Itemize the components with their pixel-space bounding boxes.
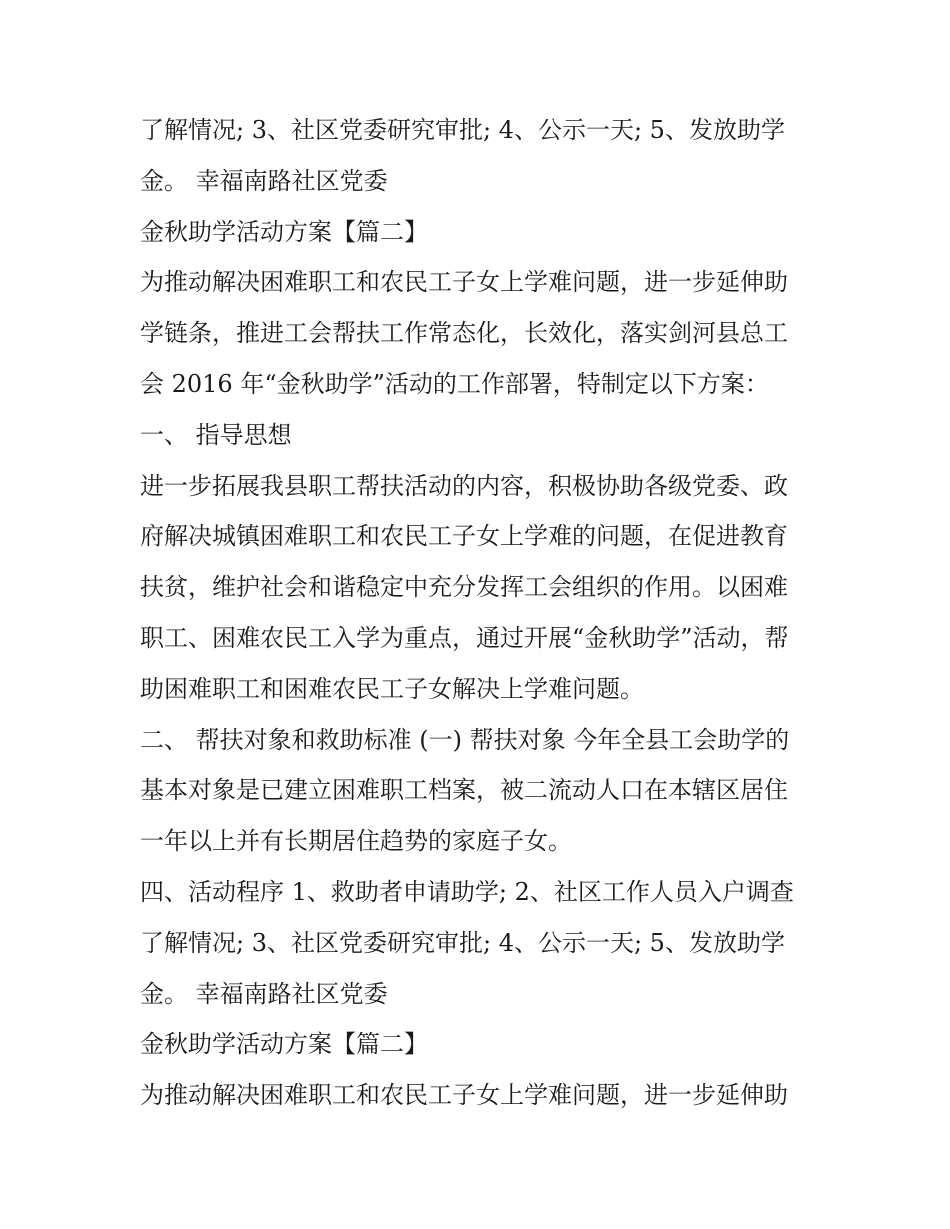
- text-line: 二、 帮扶对象和救助标准 (一) 帮扶对象 今年全县工会助学的: [140, 725, 790, 754]
- text-line: 扶贫，维护社会和谐稳定中充分发挥工会组织的作用。以困难: [140, 573, 788, 602]
- text-line: 金。 幸福南路社区党委: [140, 979, 388, 1008]
- text-line: 了解情况; 3、社区党委研究审批; 4、公示一天; 5、发放助学: [140, 928, 785, 957]
- text-line: 为推动解决困难职工和农民工子女上学难问题，进一步延伸助: [140, 268, 788, 297]
- text-line: 职工、困难农民工入学为重点，通过开展“金秋助学”活动，帮: [140, 623, 789, 652]
- document-body: [140, 105, 820, 1121]
- text-line: 进一步拓展我县职工帮扶活动的内容，积极协助各级党委、政: [140, 471, 788, 500]
- section-heading: 金秋助学活动方案【篇二】: [140, 217, 428, 246]
- text-line: 基本对象是已建立困难职工档案，被二流动人口在本辖区居住: [140, 776, 788, 805]
- section-heading: 金秋助学活动方案【篇二】: [140, 1030, 428, 1059]
- text-line: 学链条，推进工会帮扶工作常态化，长效化，落实剑河县总工: [140, 319, 788, 348]
- section-heading: 一、 指导思想: [140, 420, 292, 449]
- text-line: 了解情况; 3、社区党委研究审批; 4、公示一天; 5、发放助学: [140, 116, 785, 144]
- text-line: 助困难职工和困难农民工子女解决上学难问题。: [140, 674, 644, 703]
- text-line: 为推动解决困难职工和农民工子女上学难问题，进一步延伸助: [140, 1081, 788, 1110]
- text-line: 府解决城镇困难职工和农民工子女上学难的问题，在促进教育: [140, 522, 788, 551]
- text-line: 金。 幸福南路社区党委: [140, 166, 388, 195]
- text-line: 四、活动程序 1、救助者申请助学; 2、社区工作人员入户调查: [140, 877, 794, 906]
- text-line: 会 2016 年“金秋助学”活动的工作部署，特制定以下方案：: [140, 369, 769, 398]
- text-line: 一年以上并有长期居住趋势的家庭子女。: [140, 827, 572, 856]
